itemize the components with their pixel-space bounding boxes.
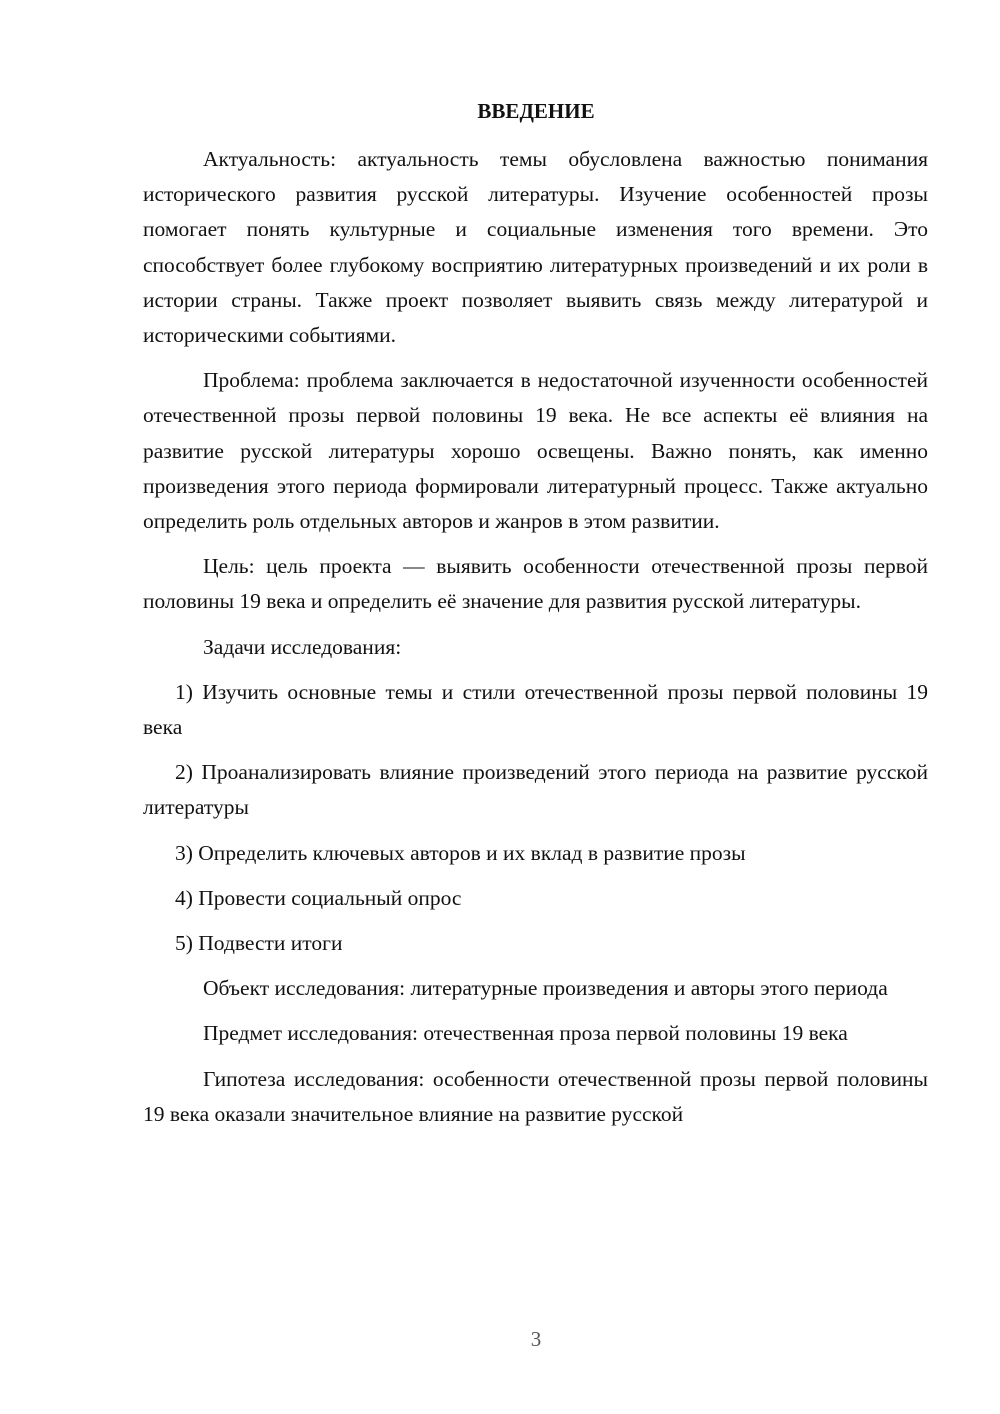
task-item-3: 3) Определить ключевых авторов и их вклад в развитие прозы <box>175 840 746 865</box>
object-paragraph: Объект исследования: литературные произведения и авторы этого периода <box>203 976 888 1001</box>
problem-paragraph: Проблема: проблема заключается в недостаточной изученности особенностей отечественной прозы первой половины 19 века. Не все аспекты её влияния на развитие русской литературы хорошо освещены. Важно понять, как именно произведения этого периода формировали литературный процесс. Также актуально определить роль отдельных авторов и жанров в этом развитии. <box>143 368 928 534</box>
tasks-title: Задачи исследования: <box>203 634 402 659</box>
goal-paragraph: Цель: цель проекта — выявить особенности отечественной прозы первой половины 19 века и определить её значение для развития русской литературы. <box>143 554 928 614</box>
task-item-2: 2) Проанализировать влияние произведений этого периода на развитие русской литературы <box>143 760 928 820</box>
document-body <box>143 142 928 1132</box>
task-item-5: 5) Подвести итоги <box>175 931 343 956</box>
task-item-4: 4) Провести социальный опрос <box>175 885 462 910</box>
task-item-1: 1) Изучить основные темы и стили отечественной прозы первой половины 19 века <box>143 679 928 740</box>
hypothesis-paragraph: Гипотеза исследования: особенности отечественной прозы первой половины 19 века оказали значительное влияние на развитие русской <box>143 1066 928 1126</box>
section-heading: ВВЕДЕНИЕ <box>477 99 595 123</box>
relevance-paragraph: Актуальность: актуальность темы обусловлена важностью понимания исторического развития русской литературы. Изучение особенностей прозы помогает понять культурные и социальные изменения того времени. Это способствует более глубокому восприятию литературных произведений и их роли в истории страны. Также проект позволяет выявить связь между литературой и историческими событиями. <box>143 147 928 348</box>
subject-paragraph: Предмет исследования: отечественная проза первой половины 19 века <box>203 1021 848 1046</box>
page-number: 3 <box>530 1327 542 1351</box>
